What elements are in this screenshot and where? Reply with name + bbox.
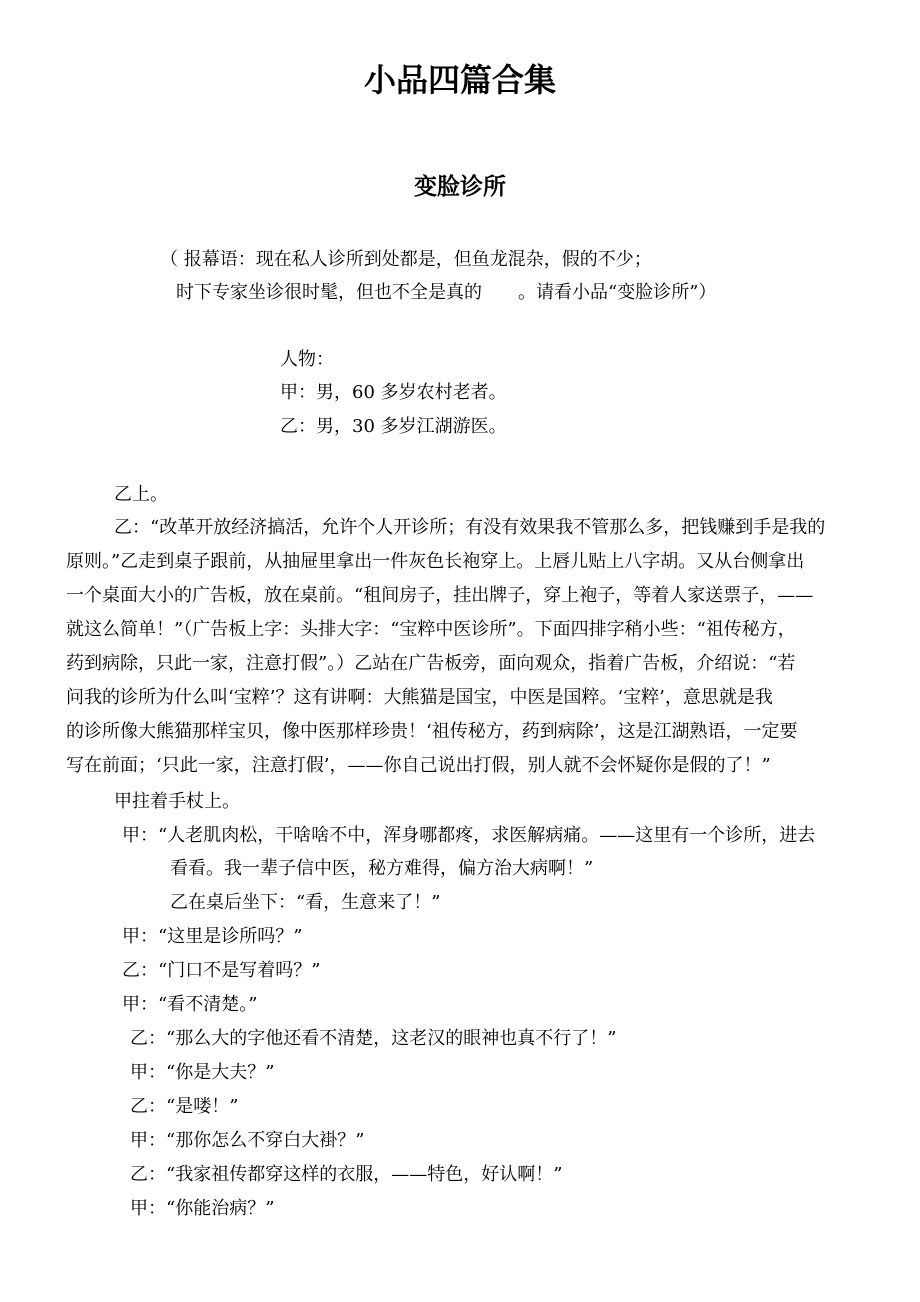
script-line: 乙在桌后坐下：“看，生意来了！” — [170, 892, 441, 913]
script-line: 甲：“那你怎么不穿白大褂？” — [130, 1130, 365, 1151]
script-line: 的诊所像大熊猫那样宝贝，像中医那样珍贵！‘祖传秘方，药到病除’，这是江湖熟语，一定要 — [66, 721, 798, 742]
script-line: 乙：“那么大的字他还看不清楚，这老汉的眼神也真不行了！” — [130, 1028, 617, 1049]
document-title: 小品四篇合集 — [363, 61, 556, 99]
script-line: 乙：“是喽！” — [130, 1096, 239, 1117]
script-line: 乙上。 — [114, 484, 168, 505]
script-line: 甲：“你能治病？” — [130, 1198, 275, 1219]
character-entry: 乙：男，30 多岁江湖游医。 — [280, 416, 507, 437]
script-line: 一个桌面大小的广告板，放在桌前。“租间房子，挂出牌子，穿上袍子，等着人家送票子，—— — [66, 585, 814, 606]
character-entry: 甲：男，60 多岁农村老者。 — [280, 382, 507, 403]
script-line: 就这么简单！”（广告板上字：头排大字：“宝粹中医诊所”。下面四排字稍小些：“祖传秘方， — [66, 619, 796, 640]
script-line: 乙：“改革开放经济搞活，允许个人开诊所；有没有效果我不管那么多，把钱赚到手是我的 — [114, 517, 826, 538]
script-line: 写在前面；‘只此一家，注意打假’，——你自己说出打假，别人就不会怀疑你是假的了！” — [66, 755, 771, 776]
intro-line: 时下专家坐诊很时髦，但也不全是真的 。请看小品“变脸诊所”） — [176, 282, 717, 303]
script-line: 乙：“我家祖传都穿这样的衣服，——特色，好认啊！” — [130, 1164, 563, 1185]
script-line: 甲：“看不清楚。” — [122, 994, 258, 1015]
script-line: 原则。”乙走到桌子跟前，从抽屉里拿出一件灰色长袍穿上。上唇儿贴上八字胡。又从台侧拿出 — [66, 551, 805, 572]
script-line: 甲：“人老肌肉松，干啥啥不中，浑身哪都疼，求医解病痛。——这里有一个诊所，进去 — [122, 825, 816, 846]
script-line: 问我的诊所为什么叫‘宝粹’？这有讲啊：大熊猫是国宝，中医是国粹。‘宝粹’，意思就是我 — [66, 687, 773, 708]
intro-line: （ 报幕语：现在私人诊所到处都是，但鱼龙混杂，假的不少； — [160, 249, 652, 270]
script-line: 看看。我一辈子信中医，秘方难得，偏方治大病啊！” — [170, 858, 594, 879]
script-line: 乙：“门口不是写着吗？” — [122, 960, 321, 981]
script-line: 甲拄着手杖上。 — [114, 791, 240, 812]
script-line: 甲：“这里是诊所吗？” — [122, 926, 303, 947]
script-line: 药到病除，只此一家，注意打假”。）乙站在广告板旁，面向观众，指着广告板，介绍说：“若 — [66, 653, 796, 674]
skit-title: 变脸诊所 — [414, 173, 506, 200]
script-line: 甲：“你是大夫？” — [130, 1062, 275, 1083]
characters-heading: 人物： — [280, 349, 334, 370]
